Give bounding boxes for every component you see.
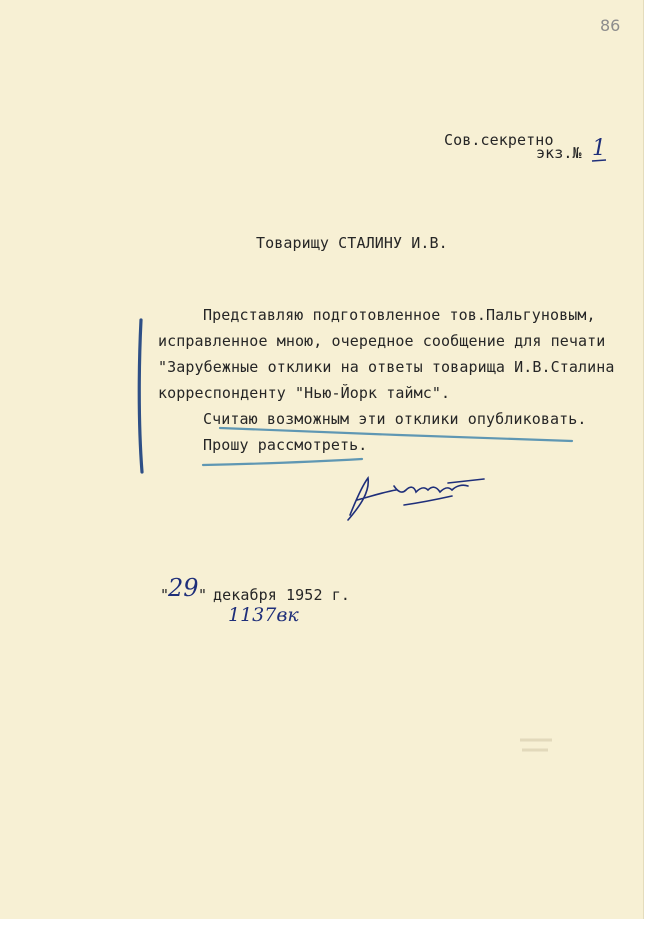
archive-page-number: 86	[600, 16, 621, 35]
addressee-line: Товарищу СТАЛИНУ И.В.	[256, 234, 448, 252]
approval-underline	[220, 428, 572, 441]
body-line-4: корреспонденту "Нью-Йорк таймс".	[158, 384, 451, 402]
date-close-quote: "	[198, 586, 208, 604]
margin-vertical-mark	[139, 320, 142, 472]
copy-number-label: экз.№	[536, 144, 582, 162]
date-text: декабря 1952 г.	[213, 586, 350, 604]
registration-number-handwritten: 1137вк	[228, 604, 299, 626]
body-line-5: Считаю возможным эти отклики опубликовать.	[203, 410, 587, 428]
request-underline	[203, 459, 362, 465]
body-line-6: Прошу рассмотреть.	[203, 436, 368, 454]
faint-pencil-mark	[520, 740, 552, 750]
date-day-handwritten: 29	[168, 574, 199, 602]
signature	[348, 478, 484, 520]
body-line-1: Представляю подготовленное тов.Пальгуновым,	[203, 306, 596, 324]
body-line-3: "Зарубежные отклики на ответы товарища И.В.Сталина	[158, 358, 615, 376]
body-line-2: исправленное мною, очередное сообщение для печати	[158, 332, 606, 350]
copy-number-underline	[592, 160, 606, 161]
date-open-quote: "	[160, 586, 170, 604]
copy-number-handwritten: 1	[592, 136, 606, 161]
classification-label: Сов.секретно	[444, 131, 554, 149]
